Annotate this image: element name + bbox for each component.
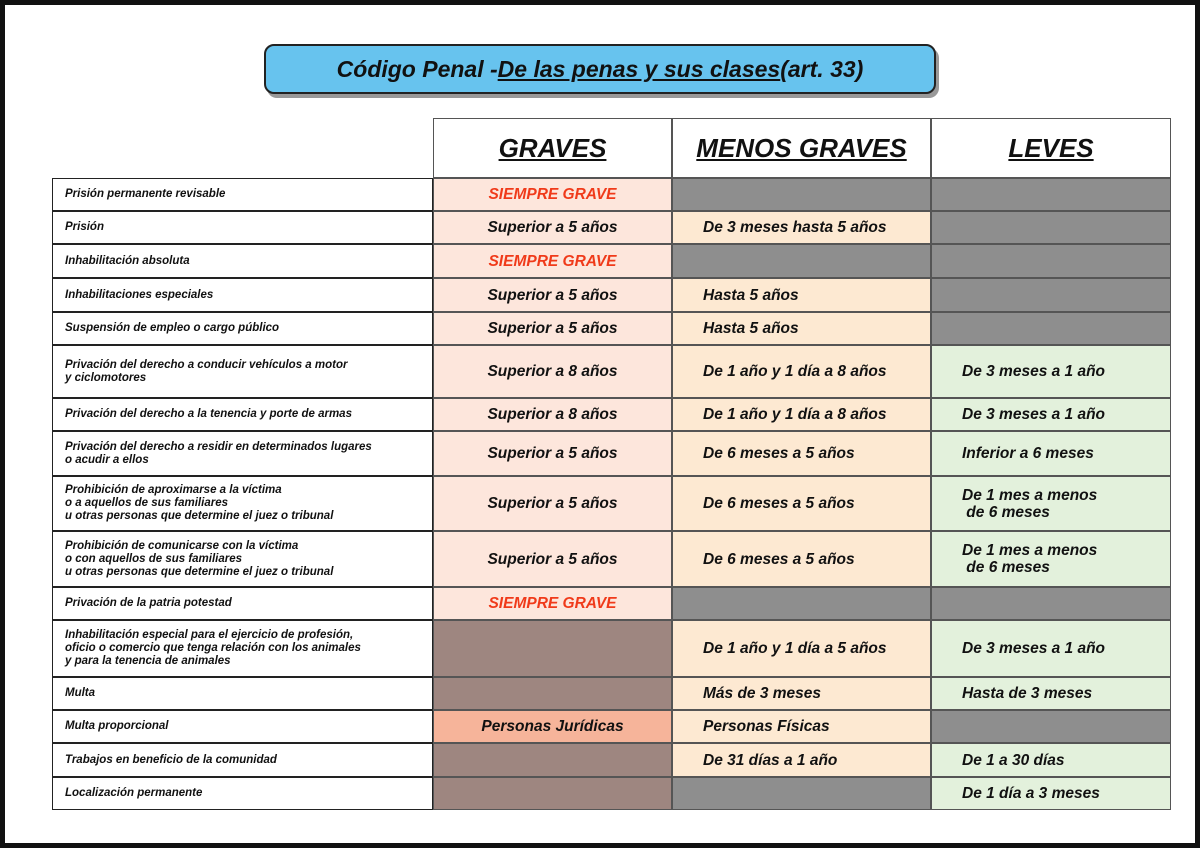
row-label: Suspensión de empleo o cargo público: [52, 312, 433, 345]
cell-leves: De 3 meses a 1 año: [931, 345, 1171, 398]
cell-leves: [931, 211, 1171, 244]
cell-graves: SIEMPRE GRAVE: [433, 178, 672, 211]
cell-graves: Superior a 8 años: [433, 345, 672, 398]
title-prefix: Código Penal -: [336, 55, 498, 82]
cell-leves: De 1 mes a menos de 6 meses: [931, 531, 1171, 587]
row-label: Inhabilitación especial para el ejercicio de profesión, oficio o comercio que tenga relación con los animales y para la tenencia de animales: [52, 620, 433, 677]
cell-menos-graves: Más de 3 meses: [672, 677, 931, 710]
cell-leves: [931, 587, 1171, 620]
cell-leves: [931, 178, 1171, 211]
cell-graves: Superior a 8 años: [433, 398, 672, 431]
cell-menos-graves: [672, 244, 931, 278]
cell-menos-graves: [672, 587, 931, 620]
cell-leves: Inferior a 6 meses: [931, 431, 1171, 476]
cell-graves: SIEMPRE GRAVE: [433, 244, 672, 278]
row-label: Privación del derecho a residir en determinados lugares o acudir a ellos: [52, 431, 433, 476]
cell-menos-graves: De 1 año y 1 día a 5 años: [672, 620, 931, 677]
cell-graves: Superior a 5 años: [433, 431, 672, 476]
cell-menos-graves: De 6 meses a 5 años: [672, 531, 931, 587]
cell-menos-graves: De 6 meses a 5 años: [672, 431, 931, 476]
cell-menos-graves: De 3 meses hasta 5 años: [672, 211, 931, 244]
cell-leves: De 3 meses a 1 año: [931, 620, 1171, 677]
row-label: Privación del derecho a la tenencia y porte de armas: [52, 398, 433, 431]
title-suffix: (art. 33): [780, 55, 864, 82]
cell-leves: Hasta de 3 meses: [931, 677, 1171, 710]
cell-leves: De 1 día a 3 meses: [931, 777, 1171, 810]
cell-graves: Superior a 5 años: [433, 278, 672, 312]
cell-graves: Superior a 5 años: [433, 211, 672, 244]
cell-graves: [433, 620, 672, 677]
column-header-leves: LEVES: [931, 118, 1171, 178]
row-label: Privación de la patria potestad: [52, 587, 433, 620]
cell-leves: [931, 710, 1171, 743]
cell-graves: Superior a 5 años: [433, 312, 672, 345]
row-label: Localización permanente: [52, 777, 433, 810]
row-label: Inhabilitaciones especiales: [52, 278, 433, 312]
column-header-graves: GRAVES: [433, 118, 672, 178]
cell-graves: [433, 743, 672, 777]
row-label: Inhabilitación absoluta: [52, 244, 433, 278]
cell-graves: Superior a 5 años: [433, 531, 672, 587]
cell-leves: De 3 meses a 1 año: [931, 398, 1171, 431]
cell-menos-graves: [672, 777, 931, 810]
row-label: Trabajos en beneficio de la comunidad: [52, 743, 433, 777]
row-label: Prohibición de aproximarse a la víctima o a aquellos de sus familiares u otras personas que determine el juez o tribunal: [52, 476, 433, 531]
cell-leves: [931, 278, 1171, 312]
cell-menos-graves: De 1 año y 1 día a 8 años: [672, 345, 931, 398]
cell-leves: [931, 312, 1171, 345]
cell-graves: [433, 677, 672, 710]
row-label: Multa: [52, 677, 433, 710]
cell-graves: Personas Jurídicas: [433, 710, 672, 743]
cell-menos-graves: De 31 días a 1 año: [672, 743, 931, 777]
cell-menos-graves: Hasta 5 años: [672, 278, 931, 312]
cell-menos-graves: [672, 178, 931, 211]
cell-menos-graves: Personas Físicas: [672, 710, 931, 743]
cell-graves: Superior a 5 años: [433, 476, 672, 531]
cell-leves: De 1 mes a menos de 6 meses: [931, 476, 1171, 531]
title-underlined: De las penas y sus clases: [497, 55, 781, 82]
cell-menos-graves: De 6 meses a 5 años: [672, 476, 931, 531]
cell-menos-graves: De 1 año y 1 día a 8 años: [672, 398, 931, 431]
row-label: Privación del derecho a conducir vehículos a motor y ciclomotores: [52, 345, 433, 398]
row-label: Prisión permanente revisable: [52, 178, 433, 211]
cell-menos-graves: Hasta 5 años: [672, 312, 931, 345]
row-label: Multa proporcional: [52, 710, 433, 743]
cell-graves: SIEMPRE GRAVE: [433, 587, 672, 620]
cell-leves: [931, 244, 1171, 278]
column-header-menos-graves: MENOS GRAVES: [672, 118, 931, 178]
cell-leves: De 1 a 30 días: [931, 743, 1171, 777]
row-label: Prohibición de comunicarse con la víctima o con aquellos de sus familiares u otras personas que determine el juez o tribunal: [52, 531, 433, 587]
cell-graves: [433, 777, 672, 810]
row-label: Prisión: [52, 211, 433, 244]
